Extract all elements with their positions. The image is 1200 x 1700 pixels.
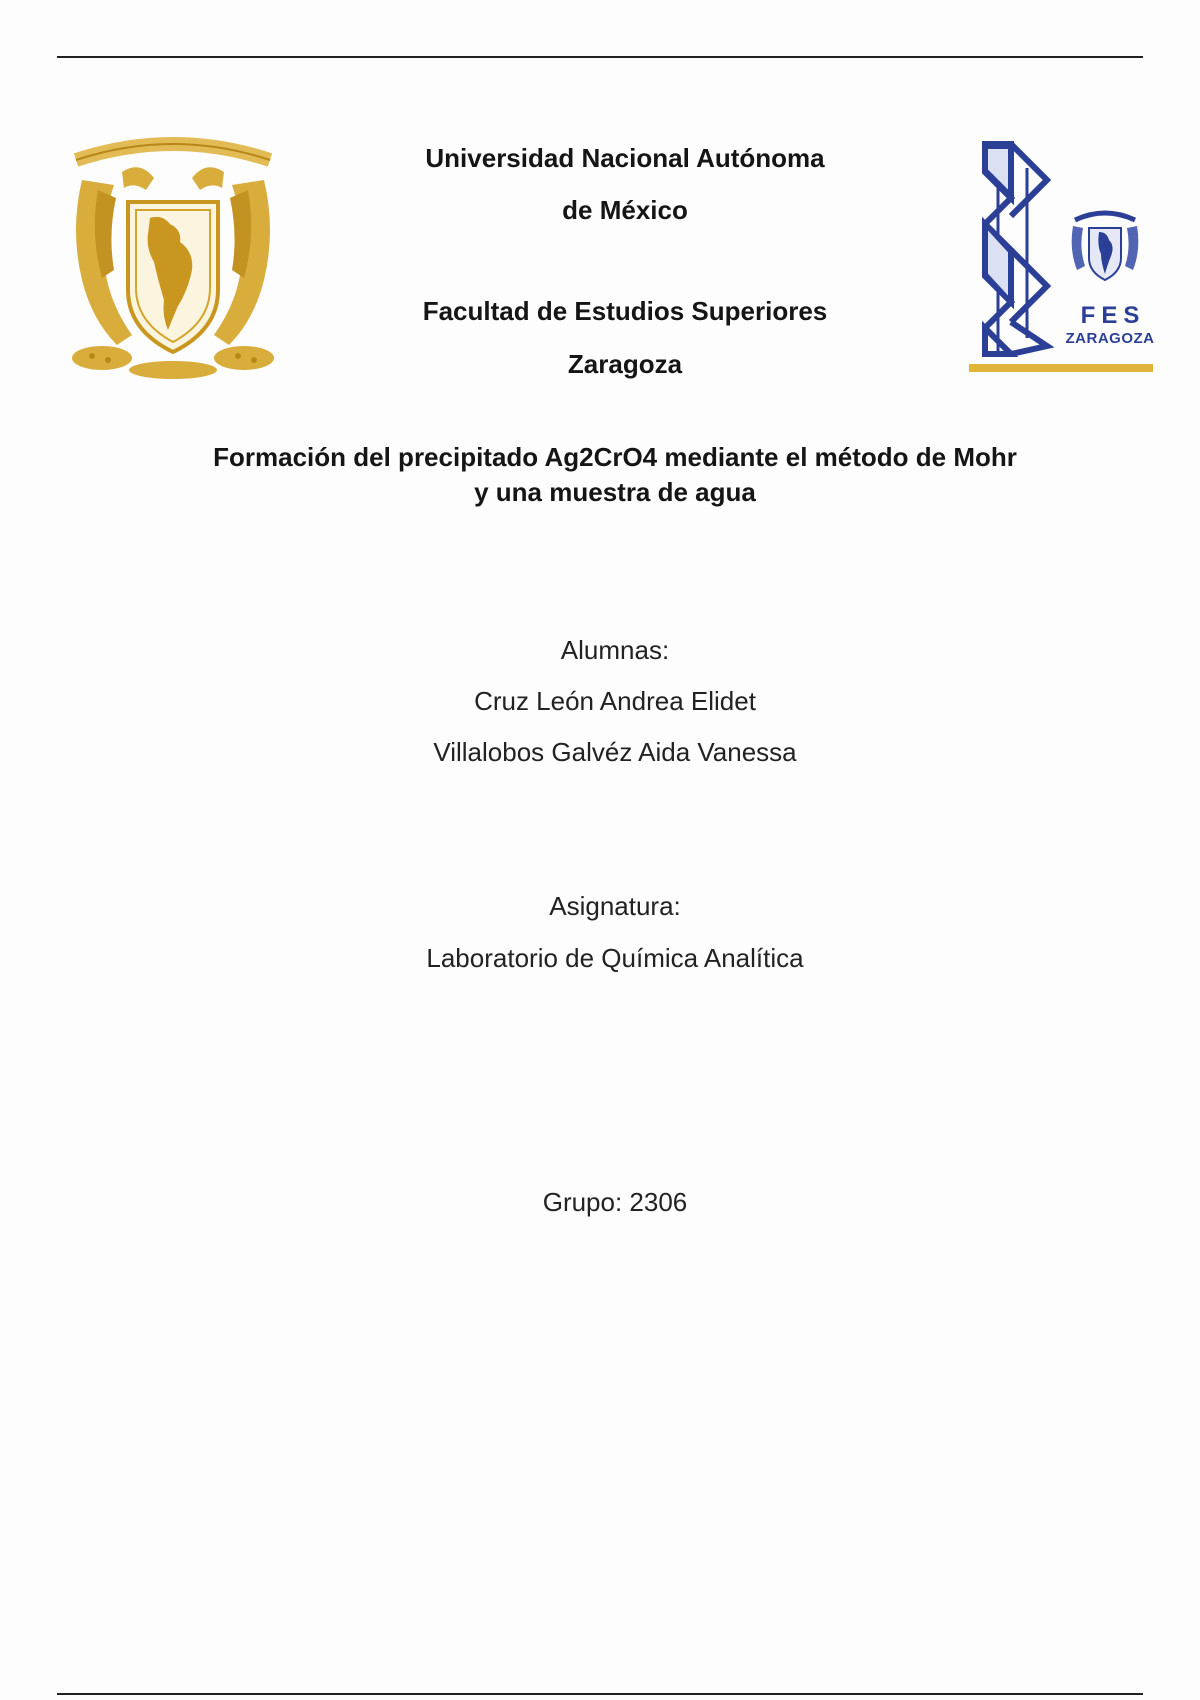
university-name-line2: de México [562, 195, 688, 225]
students-label: Alumnas: [560, 635, 670, 665]
subject-value: Laboratorio de Química Analítica [426, 943, 804, 973]
document-title [120, 440, 1110, 510]
title-line2: y una muestra de agua [474, 477, 756, 507]
faculty-name-line1: Facultad de Estudios Superiores [422, 296, 828, 326]
bottom-rule [57, 1693, 1143, 1695]
fes-acronym: FES [1080, 302, 1146, 329]
student-name: Cruz León Andrea Elidet [474, 686, 756, 716]
group-number: Grupo: 2306 [542, 1187, 688, 1217]
top-rule [57, 56, 1143, 58]
fes-name: ZARAGOZA [1065, 330, 1155, 347]
fes-gold-bar [969, 364, 1153, 372]
title-line1: Formación del precipitado Ag2CrO4 mediante el método de Mohr [213, 442, 1017, 472]
student-name: Villalobos Galvéz Aida Vanessa [433, 737, 797, 767]
subject-label: Asignatura: [549, 891, 681, 921]
university-name-line1: Universidad Nacional Autónoma [425, 143, 825, 173]
unam-coat-of-arms-icon [62, 130, 284, 382]
faculty-name-line2: Zaragoza [567, 349, 683, 379]
